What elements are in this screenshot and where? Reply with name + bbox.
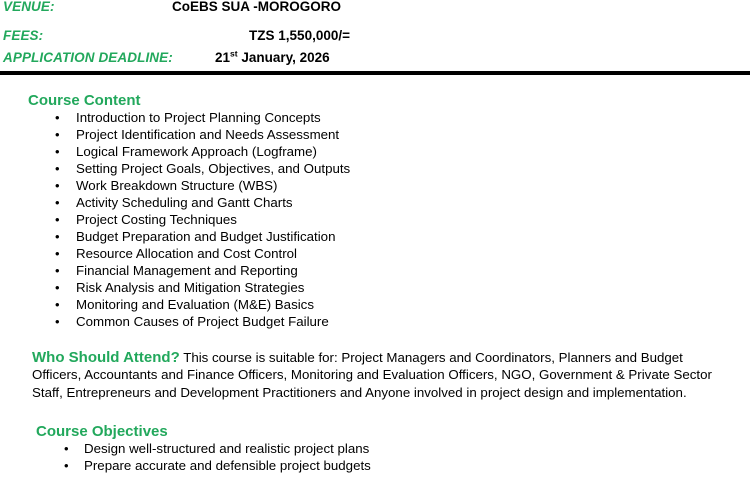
list-item: • Budget Preparation and Budget Justification <box>0 228 750 245</box>
venue-label: VENUE: <box>3 0 55 14</box>
fees-row <box>0 28 750 43</box>
list-item: • Financial Management and Reporting <box>0 262 750 279</box>
list-item: • Work Breakdown Structure (WBS) <box>0 177 750 194</box>
list-item: • Monitoring and Evaluation (M&E) Basics <box>0 296 750 313</box>
deadline-month-year: January, 2026 <box>237 50 330 65</box>
list-item: • Activity Scheduling and Gantt Charts <box>0 194 750 211</box>
list-item: • Introduction to Project Planning Concepts <box>0 109 750 126</box>
course-details-header <box>0 0 750 65</box>
who-should-attend-paragraph <box>0 349 750 401</box>
list-item: • Logical Framework Approach (Logframe) <box>0 143 750 160</box>
list-item: • Common Causes of Project Budget Failure <box>0 313 750 330</box>
list-item: • Risk Analysis and Mitigation Strategies <box>0 279 750 296</box>
who-should-attend-title: Who Should Attend? <box>32 349 180 366</box>
list-item: • Project Costing Techniques <box>0 211 750 228</box>
course-objectives-heading: Course Objectives <box>36 423 168 441</box>
fees-label: FEES: <box>3 28 44 43</box>
application-deadline-value <box>215 50 330 65</box>
header-divider-rule <box>0 71 750 75</box>
deadline-ordinal-suffix: st <box>230 48 238 59</box>
who-should-attend-body: This course is suitable for: Project Managers and Coordinators, Planners and Budget Officers, Accountants and Finance Officers, Monitoring and Evaluation Officers, NGO, Government & Private Sector Staff, Entrepreneurs and Development Practitioners and Anyone involved in project design and implementation. <box>32 350 712 400</box>
course-content-heading: Course Content <box>28 92 141 109</box>
list-item: • Project Identification and Needs Assessment <box>0 126 750 143</box>
venue-value: CoEBS SUA -MOROGORO <box>172 0 342 14</box>
application-deadline-row <box>0 50 750 65</box>
deadline-day: 21 <box>215 50 231 65</box>
application-deadline-label: APPLICATION DEADLINE: <box>3 50 173 65</box>
course-content-list <box>0 109 750 330</box>
fees-value: TZS 1,550,000/= <box>249 28 350 43</box>
list-item: • Setting Project Goals, Objectives, and Outputs <box>0 160 750 177</box>
list-item: • Design well-structured and realistic project plans <box>0 440 750 457</box>
list-item: • Resource Allocation and Cost Control <box>0 245 750 262</box>
list-item: • Prepare accurate and defensible project budgets <box>0 457 750 474</box>
venue-row <box>0 0 750 14</box>
course-objectives-list <box>0 440 750 474</box>
